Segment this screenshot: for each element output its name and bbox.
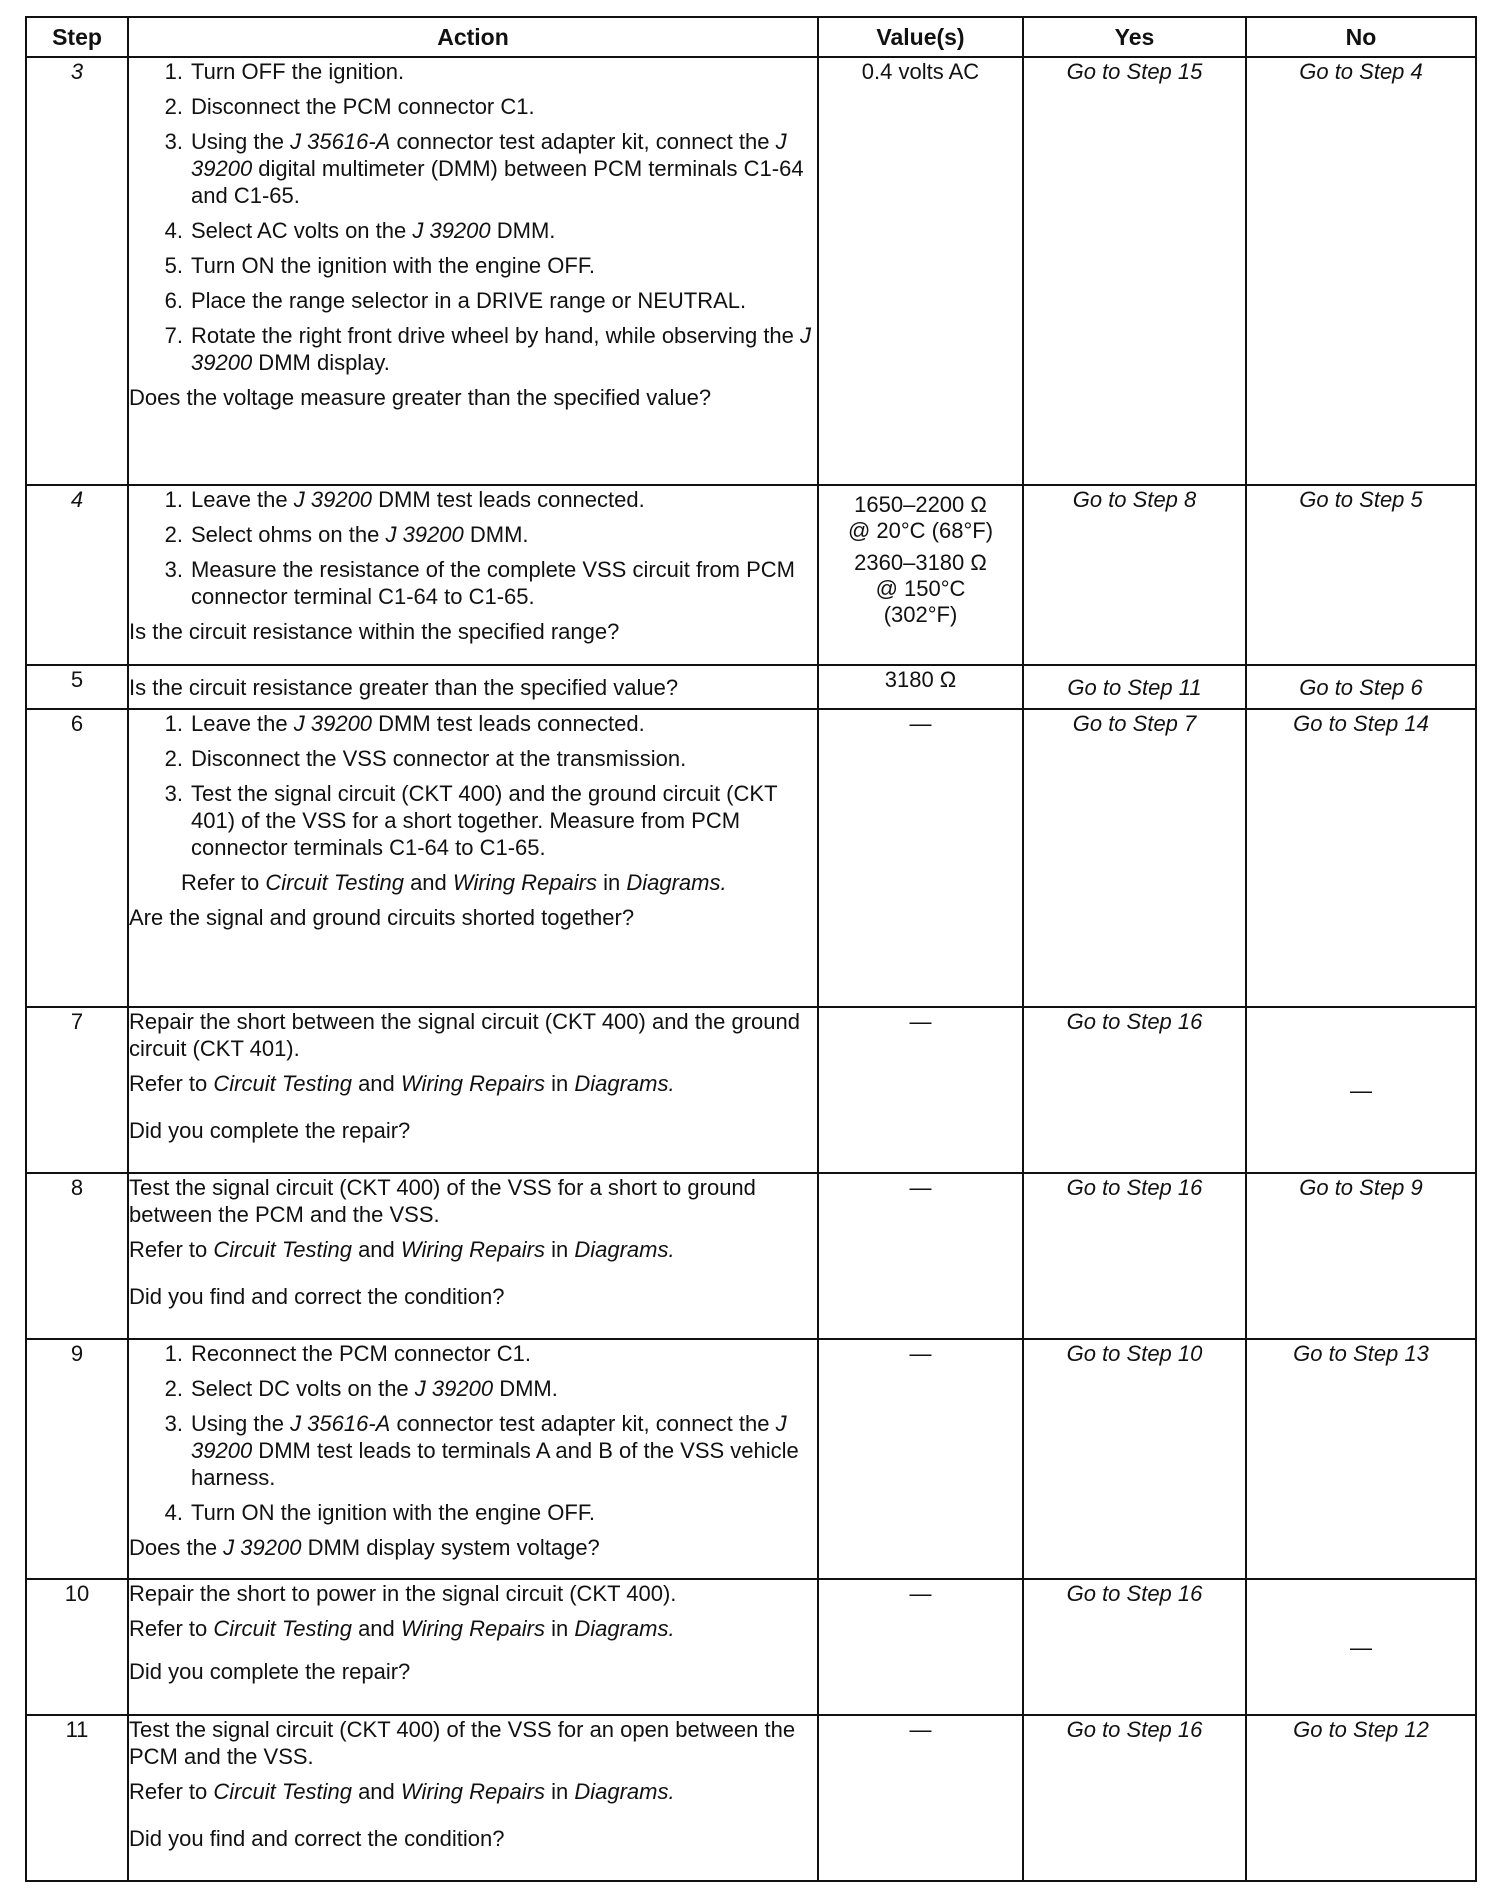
list-item: 1. Reconnect the PCM connector C1. <box>164 1341 531 1366</box>
no-cell: Go to Step 13 <box>1246 1339 1476 1579</box>
list-item: 7. Rotate the right front drive wheel by hand, while observing the J 39200 DMM display. <box>164 323 812 375</box>
header-row <box>26 17 1476 57</box>
action-text: Repair the short between the signal circuit (CKT 400) and the ground circuit (CKT 401). <box>129 1009 800 1061</box>
table-row <box>26 665 1476 709</box>
list-item: 4. Select AC volts on the J 39200 DMM. <box>164 218 556 243</box>
action-list <box>129 486 817 610</box>
list-item: 2. Select DC volts on the J 39200 DMM. <box>164 1376 558 1401</box>
table-row <box>26 709 1476 1007</box>
action-cell <box>128 57 818 485</box>
action-text: Test the signal circuit (CKT 400) of the VSS for a short to ground between the PCM and the VSS. <box>129 1175 756 1227</box>
header-values: Value(s) <box>818 17 1023 57</box>
action-list <box>129 1340 817 1526</box>
question-text: Is the circuit resistance greater than the specified value? <box>129 674 679 700</box>
list-item: 1. Turn OFF the ignition. <box>164 59 405 84</box>
action-cell <box>128 665 818 709</box>
diagnostic-table <box>25 16 1477 1882</box>
list-item: 3. Measure the resistance of the complete VSS circuit from PCM connector terminal C1-64 to C1-65. <box>164 557 796 609</box>
action-cell <box>128 1579 818 1715</box>
table-row <box>26 1007 1476 1173</box>
action-list <box>129 710 817 861</box>
list-item: 3. Using the J 35616-A connector test adapter kit, connect the J 39200 DMM test leads to terminals A and B of the VSS vehicle harness. <box>164 1411 799 1490</box>
list-item: 1. Leave the J 39200 DMM test leads connected. <box>164 487 645 512</box>
step-number: 4 <box>26 485 128 665</box>
yes-cell: Go to Step 16 <box>1023 1007 1246 1173</box>
step-number: 10 <box>26 1579 128 1715</box>
action-text: Test the signal circuit (CKT 400) of the VSS for an open between the PCM and the VSS. <box>129 1717 796 1769</box>
list-item: 1. Leave the J 39200 DMM test leads connected. <box>164 711 645 736</box>
table-row <box>26 57 1476 485</box>
list-item: 2. Disconnect the PCM connector C1. <box>164 94 535 119</box>
step-number: 5 <box>26 665 128 709</box>
no-cell: — <box>1246 1007 1476 1173</box>
step-number: 8 <box>26 1173 128 1339</box>
action-cell <box>128 485 818 665</box>
header-step: Step <box>26 17 128 57</box>
table-row <box>26 485 1476 665</box>
question-text: Did you find and correct the condition? <box>129 1284 505 1309</box>
no-cell: Go to Step 5 <box>1246 485 1476 665</box>
yes-cell: Go to Step 16 <box>1023 1715 1246 1881</box>
no-cell: — <box>1246 1579 1476 1715</box>
refer-note: Refer to Circuit Testing and Wiring Repairs in Diagrams. <box>129 1779 675 1804</box>
action-cell <box>128 1007 818 1173</box>
value-cell: — <box>818 1715 1023 1881</box>
refer-note: Refer to Circuit Testing and Wiring Repairs in Diagrams. <box>129 1616 675 1641</box>
question-text: Did you complete the repair? <box>129 1118 411 1143</box>
list-item: 4. Turn ON the ignition with the engine OFF. <box>164 1500 595 1525</box>
question-text: Does the voltage measure greater than the specified value? <box>129 385 712 410</box>
header-action: Action <box>128 17 818 57</box>
yes-cell: Go to Step 16 <box>1023 1173 1246 1339</box>
table-row <box>26 1339 1476 1579</box>
yes-cell: Go to Step 8 <box>1023 485 1246 665</box>
step-number: 7 <box>26 1007 128 1173</box>
value-line: @ 20°C (68°F) <box>847 518 994 543</box>
question-text: Did you find and correct the condition? <box>129 1826 505 1851</box>
value-line: 2360–3180 Ω <box>854 550 987 575</box>
step-number: 11 <box>26 1715 128 1881</box>
question-text: Did you complete the repair? <box>129 1659 411 1684</box>
value-cell: 0.4 volts AC <box>818 57 1023 485</box>
list-item: 3. Test the signal circuit (CKT 400) and the ground circuit (CKT 401) of the VSS for a short together. Measure from PCM connector terminals C1-64 to C1-65. <box>164 781 778 860</box>
value-cell <box>818 485 1023 665</box>
action-cell <box>128 1715 818 1881</box>
action-list <box>129 58 817 376</box>
refer-note: Refer to Circuit Testing and Wiring Repairs in Diagrams. <box>129 1071 675 1096</box>
no-cell: Go to Step 9 <box>1246 1173 1476 1339</box>
value-cell: — <box>818 1007 1023 1173</box>
question-text: Are the signal and ground circuits shorted together? <box>129 905 635 930</box>
value-line: @ 150°C <box>875 576 966 601</box>
value-line: 1650–2200 Ω <box>854 492 987 517</box>
value-cell: — <box>818 709 1023 1007</box>
yes-cell: Go to Step 16 <box>1023 1579 1246 1715</box>
step-number: 3 <box>26 57 128 485</box>
action-text: Repair the short to power in the signal circuit (CKT 400). <box>129 1581 677 1606</box>
table-row <box>26 1715 1476 1881</box>
yes-cell: Go to Step 11 <box>1023 665 1246 709</box>
list-item: 5. Turn ON the ignition with the engine OFF. <box>164 253 595 278</box>
list-item: 3. Using the J 35616-A connector test adapter kit, connect the J 39200 digital multimeter (DMM) between PCM terminals C1-64 and C1-65. <box>164 129 804 208</box>
action-cell <box>128 709 818 1007</box>
yes-cell: Go to Step 7 <box>1023 709 1246 1007</box>
question-text: Does the J 39200 DMM display system voltage? <box>129 1535 600 1560</box>
header-yes: Yes <box>1023 17 1246 57</box>
value-cell: — <box>818 1579 1023 1715</box>
question-text: Is the circuit resistance within the specified range? <box>129 619 620 644</box>
action-cell <box>128 1173 818 1339</box>
refer-note: Refer to Circuit Testing and Wiring Repairs in Diagrams. <box>129 1237 675 1262</box>
value-cell: — <box>818 1173 1023 1339</box>
header-no: No <box>1246 17 1476 57</box>
yes-cell: Go to Step 15 <box>1023 57 1246 485</box>
list-item: 2. Select ohms on the J 39200 DMM. <box>164 522 529 547</box>
table-row <box>26 1579 1476 1715</box>
action-cell <box>128 1339 818 1579</box>
step-number: 9 <box>26 1339 128 1579</box>
value-line: (302°F) <box>883 602 958 627</box>
yes-cell: Go to Step 10 <box>1023 1339 1246 1579</box>
value-cell: — <box>818 1339 1023 1579</box>
no-cell: Go to Step 6 <box>1246 665 1476 709</box>
list-item: 2. Disconnect the VSS connector at the transmission. <box>164 746 687 771</box>
list-item: 6. Place the range selector in a DRIVE range or NEUTRAL. <box>164 288 747 313</box>
table-row <box>26 1173 1476 1339</box>
no-cell: Go to Step 12 <box>1246 1715 1476 1881</box>
step-number: 6 <box>26 709 128 1007</box>
no-cell: Go to Step 14 <box>1246 709 1476 1007</box>
refer-note: Refer to Circuit Testing and Wiring Repairs in Diagrams. <box>181 870 727 895</box>
no-cell: Go to Step 4 <box>1246 57 1476 485</box>
value-cell: 3180 Ω <box>818 665 1023 709</box>
